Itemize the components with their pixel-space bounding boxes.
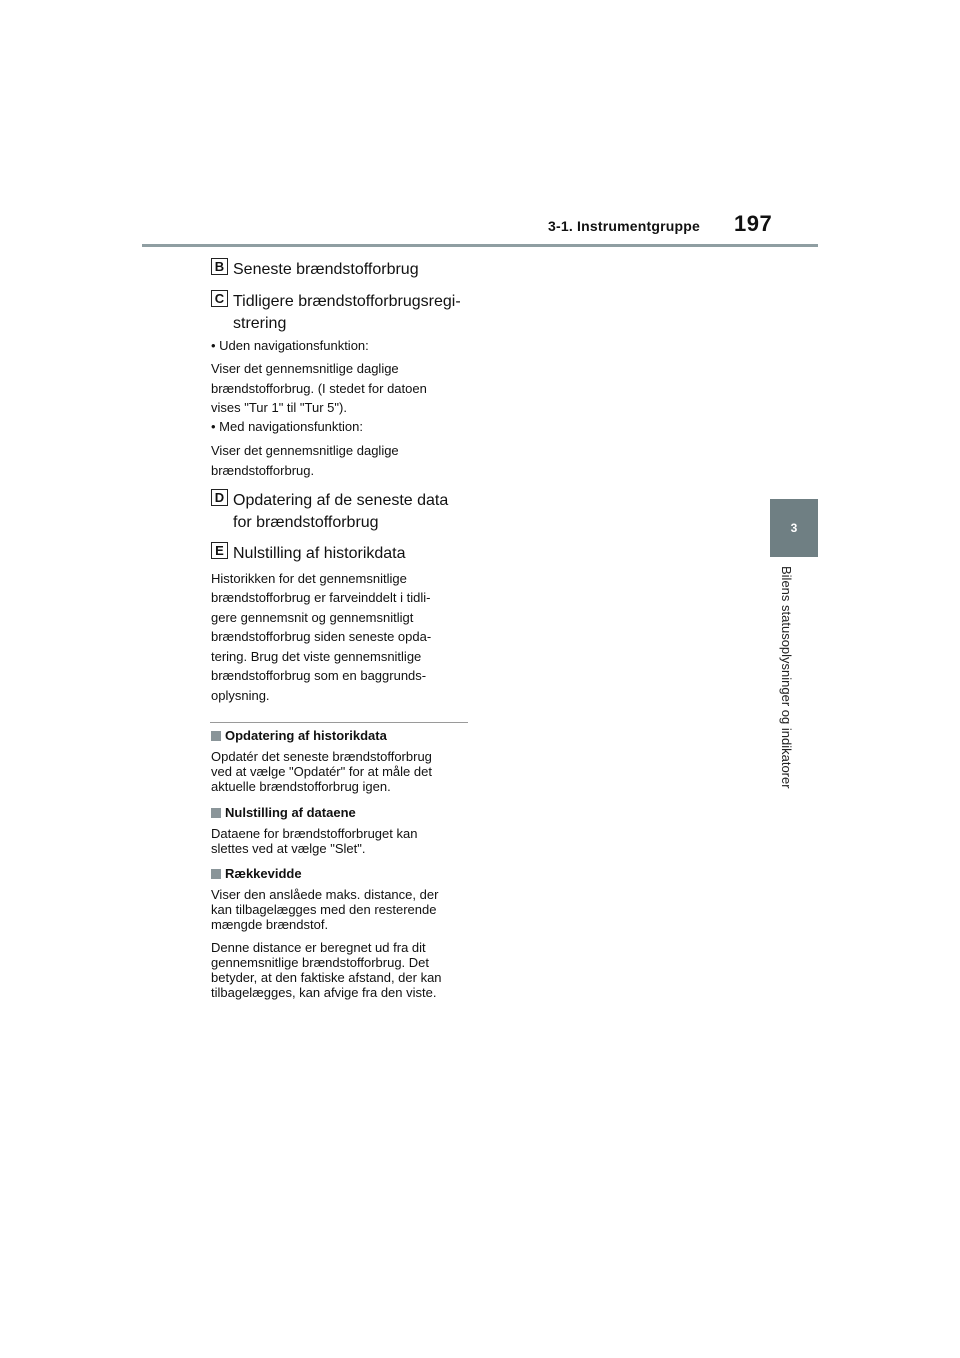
note-heading-nulstilling — [211, 805, 356, 821]
note-heading-text: Rækkevidde — [225, 866, 302, 881]
item-e-text-line: brændstofforbrug er farveinddelt i tidli- — [211, 590, 431, 605]
item-b-title: Seneste brændstofforbrug — [233, 261, 419, 278]
note-line: kan tilbagelægges med den resterende — [211, 902, 437, 917]
callout-letter-d: D — [211, 489, 228, 506]
item-c-bullet-2: • Med navigationsfunktion: — [211, 419, 363, 434]
callout-letter-c: C — [211, 290, 228, 307]
note-line: Viser den anslåede maks. distance, der — [211, 887, 439, 902]
note-line: mængde brændstof. — [211, 917, 329, 932]
note-line: ved at vælge "Opdatér" for at måle det — [211, 764, 432, 779]
note-line: aktuelle brændstofforbrug igen. — [211, 779, 391, 794]
item-c-text-2-line1: Viser det gennemsnitlige daglige — [211, 443, 399, 458]
note-line: tilbagelægges, kan afvige fra den viste. — [211, 985, 437, 1000]
item-e-title: Nulstilling af historikdata — [233, 545, 406, 562]
note-line: Denne distance er beregnet ud fra dit — [211, 940, 426, 955]
note-heading-text: Opdatering af historikdata — [225, 728, 387, 743]
chapter-number: 3 — [790, 521, 798, 535]
item-d-title-line1: Opdatering af de seneste data — [233, 492, 449, 509]
item-c-title-line2: strering — [233, 315, 287, 332]
item-e-text-line: brændstofforbrug siden seneste opda- — [211, 629, 432, 644]
item-c-bullet-1: • Uden navigationsfunktion: — [211, 338, 369, 353]
note-line: gennemsnitlige brændstofforbrug. Det — [211, 955, 429, 970]
note-line: betyder, at den faktiske afstand, der kan — [211, 970, 442, 985]
item-e-text-line: brændstofforbrug som en baggrunds- — [211, 668, 427, 683]
section-title: 3-1. Instrumentgruppe — [548, 218, 700, 234]
note-line: Dataene for brændstofforbruget kan — [211, 826, 418, 841]
note-line: slettes ved at vælge "Slet". — [211, 841, 366, 856]
note-heading-opdatering — [211, 728, 387, 744]
item-e-text-line: oplysning. — [211, 688, 270, 703]
item-e-text-line: Historikken for det gennemsnitlige — [211, 571, 407, 586]
note-line: Opdatér det seneste brændstofforbrug — [211, 749, 432, 764]
item-c-text-2-line2: brændstofforbrug. — [211, 463, 315, 478]
square-bullet-icon — [211, 731, 221, 741]
item-c-text-1-line3: vises "Tur 1" til "Tur 5"). — [211, 400, 347, 415]
square-bullet-icon — [211, 869, 221, 879]
item-d-title-line2: for brændstofforbrug — [233, 514, 379, 531]
item-e-text-line: gere gennemsnit og gennemsnitligt — [211, 610, 414, 625]
item-c-title-line1: Tidligere brændstofforbrugsregi- — [233, 293, 461, 310]
page-number: 197 — [734, 211, 773, 236]
chapter-title: Bilens statusoplysninger og indikatorer — [779, 566, 794, 789]
square-bullet-icon — [211, 808, 221, 818]
note-heading-text: Nulstilling af dataene — [225, 805, 356, 820]
callout-letter-b: B — [211, 258, 228, 275]
chapter-tab — [770, 499, 818, 557]
item-c-text-1-line1: Viser det gennemsnitlige daglige — [211, 361, 399, 376]
note-heading-raekkevidde — [211, 866, 302, 882]
item-c-text-1-line2: brændstofforbrug. (I stedet for datoen — [211, 381, 427, 396]
notes-divider — [210, 722, 468, 723]
callout-letter-e: E — [211, 542, 228, 559]
header-rule — [142, 244, 818, 247]
item-e-text-line: tering. Brug det viste gennemsnitlige — [211, 649, 422, 664]
